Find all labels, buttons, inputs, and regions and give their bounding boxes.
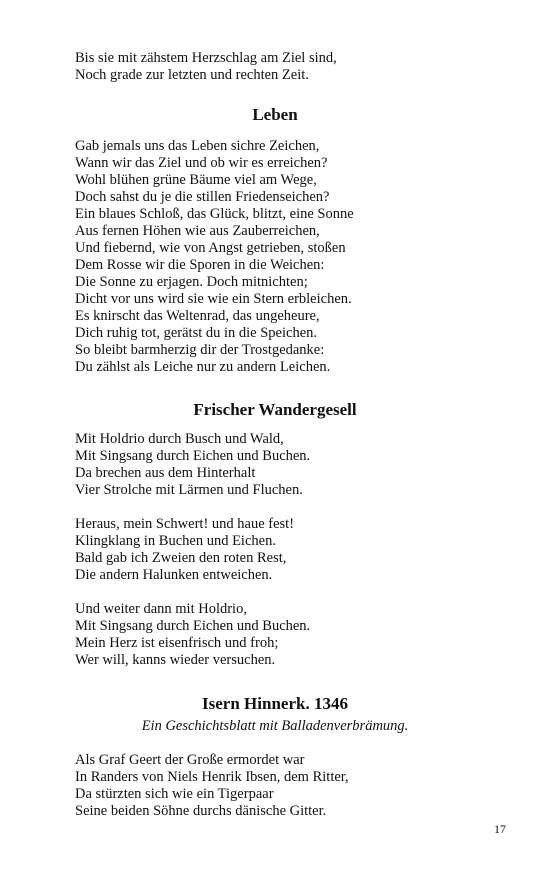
stanza [75, 601, 475, 669]
verse-line: Aus fernen Höhen wie aus Zauberreichen, [75, 223, 320, 239]
verse-line: Bis sie mit zähstem Herzschlag am Ziel sind, [75, 50, 337, 66]
verse-line: Bald gab ich Zweien den roten Rest, [75, 550, 287, 566]
poem-leben [75, 105, 475, 376]
verse-line: Da stürzten sich wie ein Tigerpaar [75, 786, 274, 802]
verse-line: Du zählst als Leiche nur zu andern Leichen. [75, 359, 331, 375]
verse-line: Wer will, kanns wieder versuchen. [75, 652, 276, 668]
stanza [75, 516, 475, 584]
verse-line: Ein blaues Schloß, das Glück, blitzt, eine Sonne [75, 206, 354, 222]
verse-line: So bleibt barmherzig dir der Trostgedanke: [75, 342, 325, 358]
verse-line: Und weiter dann mit Holdrio, [75, 601, 247, 617]
verse-line: Mit Holdrio durch Busch und Wald, [75, 431, 284, 447]
verse-line: Heraus, mein Schwert! und haue fest! [75, 516, 295, 532]
verse-line: Mein Herz ist eisenfrisch und froh; [75, 635, 279, 651]
verse-line: Da brechen aus dem Hinterhalt [75, 465, 256, 481]
poem-frischer-wandergesell [75, 400, 475, 669]
verse-line: Die Sonne zu erjagen. Doch mitnichten; [75, 274, 308, 290]
verse-line: Gab jemals uns das Leben sichre Zeichen, [75, 138, 320, 154]
verse-line: Dem Rosse wir die Sporen in die Weichen: [75, 257, 325, 273]
page-number: 17 [494, 822, 506, 836]
verse-line: Mit Singsang durch Eichen und Buchen. [75, 448, 311, 464]
verse-line: Mit Singsang durch Eichen und Buchen. [75, 618, 311, 634]
intro-stanza [75, 50, 475, 84]
poem-title: Leben [252, 105, 298, 124]
verse-line: Klingklang in Buchen und Eichen. [75, 533, 276, 549]
verse-line: Dich ruhig tot, gerätst du in die Speichen. [75, 325, 318, 341]
verse-line: In Randers von Niels Henrik Ibsen, dem Ritter, [75, 769, 349, 785]
verse-line: Wann wir das Ziel und ob wir es erreichen? [75, 155, 328, 171]
verse-line: Als Graf Geert der Große ermordet war [75, 752, 305, 768]
verse-line: Seine beiden Söhne durchs dänische Gitter. [75, 803, 327, 819]
verse-line: Es knirscht das Weltenrad, das ungeheure, [75, 308, 320, 324]
verse-line: Und fiebernd, wie von Angst getrieben, stoßen [75, 240, 346, 256]
poem-subtitle: Ein Geschichtsblatt mit Balladenverbrämung. [141, 718, 409, 734]
book-page [75, 50, 475, 820]
stanza [75, 752, 475, 820]
poem-title: Isern Hinnerk. 1346 [202, 694, 348, 713]
verse-line: Doch sahst du je die stillen Friedenseichen? [75, 189, 330, 205]
verse-line: Dicht vor uns wird sie wie ein Stern erbleichen. [75, 291, 352, 307]
verse-line: Noch grade zur letzten und rechten Zeit. [75, 67, 309, 83]
poem-title: Frischer Wandergesell [193, 400, 357, 419]
stanza [75, 431, 475, 499]
verse-line: Wohl blühen grüne Bäume viel am Wege, [75, 172, 317, 188]
verse-line: Vier Strolche mit Lärmen und Fluchen. [75, 482, 303, 498]
verse-line: Die andern Halunken entweichen. [75, 567, 273, 583]
poem-isern-hinnerk [75, 694, 475, 820]
stanza [75, 138, 475, 376]
